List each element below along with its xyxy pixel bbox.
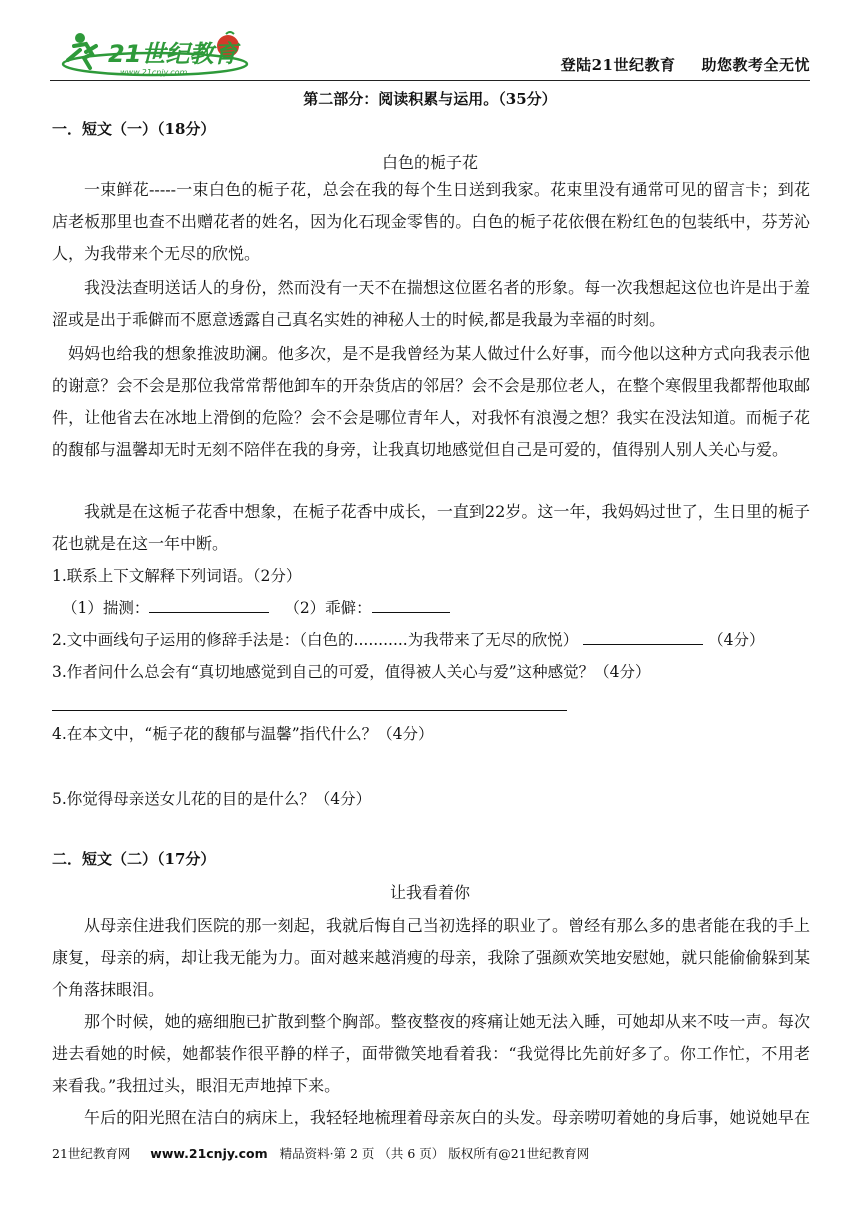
answer-blank-a[interactable]	[149, 594, 269, 613]
question-1-blanks	[62, 592, 450, 624]
answer-blank-q2[interactable]	[583, 626, 703, 645]
part2-title: 让我看着你	[389, 883, 470, 902]
q1-term-b: （2）乖僻：	[284, 599, 372, 617]
question-4: 4.在本文中，“栀子花的馥郁与温馨”指代什么？（4分）	[52, 725, 434, 743]
question-1: 1.联系上下文解释下列词语。（2分）	[52, 567, 302, 585]
question-2	[52, 624, 765, 656]
q2-score: （4分）	[708, 631, 765, 649]
part2-paragraph: 从母亲住进我们医院的那一刻起，我就后悔自己当初选择的职业了。曾经有那么多的患者能在我的手上康复，母亲的病，却让我无能为力。面对越来越消瘦的母亲，我除了强颜欢笑地安慰她，就只能偷偷躲到某个角落抹眼泪。	[52, 916, 810, 999]
section-title: 第二部分：阅读积累与运用。（35分）	[303, 90, 557, 108]
part1-paragraph: 我没法查明送话人的身份，然而没有一天不在揣想这位匿名者的形象。每一次我想起这位也许是出于羞涩或是出于乖僻而不愿意透露自己真名实姓的神秘人士的时候,都是我最为幸福的时刻。	[52, 278, 810, 329]
header-divider	[50, 80, 810, 81]
q2-text: 2.文中画线句子运用的修辞手法是：（白色的...........为我带来了无尽的欣悦）	[52, 631, 579, 649]
part2-paragraph: 午后的阳光照在洁白的病床上，我轻轻地梳理着母亲灰白的头发。母亲唠叨着她的身后事，她说她早在	[84, 1108, 810, 1127]
logo-text: 21世纪教育	[108, 40, 238, 68]
logo-url: www.21cnjy.com	[120, 68, 188, 77]
site-logo	[60, 28, 250, 80]
part1-title: 白色的栀子花	[381, 153, 478, 172]
part1-paragraph: 一束鲜花-----一束白色的栀子花，总会在我的每个生日送到我家。花束里没有通常可见的留言卡；到花店老板那里也查不出赠花者的姓名，因为化石现金零售的。白色的栀子花依偎在粉红色的包装纸中，芬芳沁人，为我带来个无尽的欣悦。	[52, 180, 810, 263]
part1-heading: 一．短文（一）（18分）	[52, 120, 216, 138]
question-3: 3.作者问什么总会有“真切地感觉到自己的可爱，值得被人关心与爱”这种感觉？（4分）	[52, 663, 651, 681]
header-slogan	[561, 54, 810, 75]
answer-blank-b[interactable]	[372, 594, 450, 613]
page-footer	[52, 1144, 589, 1162]
footer-text: 精品资料·第 2 页 （共 6 页） 版权所有@21世纪教育网	[279, 1146, 590, 1161]
answer-line-q3[interactable]	[52, 710, 567, 711]
part2-paragraph: 那个时候，她的癌细胞已扩散到整个胸部。整夜整夜的疼痛让她无法入睡，可她却从来不吱一声。每次进去看她的时候，她都装作很平静的样子，面带微笑地看着我：“我觉得比先前好多了。你工作忙，不用老来看我。”我扭过头，眼泪无声地掉下来。	[52, 1012, 810, 1095]
logo-graphic	[60, 28, 250, 80]
q1-term-a: （1）揣测：	[62, 599, 150, 617]
part1-paragraph: 妈妈也给我的想象推波助澜。他多次，是不是我曾经为某人做过什么好事，而今他以这种方式向我表示他的谢意？会不会是那位我常常帮他卸车的开杂货店的邻居？会不会是那位老人，在整个寒假里我都帮他取邮件，让他省去在冰地上滑倒的危险？会不会是哪位青年人，对我怀有浪漫之想？我实在没法知道。而栀子花的馥郁与温馨却无时无刻不陪伴在我的身旁，让我真切地感觉但自己是可爱的，值得别人别人关心与爱。	[52, 344, 810, 459]
part2-heading: 二．短文（二）（17分）	[52, 850, 216, 868]
part1-paragraph: 我就是在这栀子花香中想象，在栀子花香中成长，一直到22岁。这一年，我妈妈过世了，生日里的栀子花也就是在这一年中断。	[52, 502, 810, 553]
question-5: 5.你觉得母亲送女儿花的目的是什么？（4分）	[52, 790, 372, 808]
slogan-right: 助您教考全无忧	[701, 56, 810, 74]
footer-url[interactable]: www.21cnjy.com	[150, 1146, 268, 1161]
footer-site: 21世纪教育网	[52, 1146, 131, 1161]
slogan-left: 登陆21世纪教育	[560, 56, 676, 74]
